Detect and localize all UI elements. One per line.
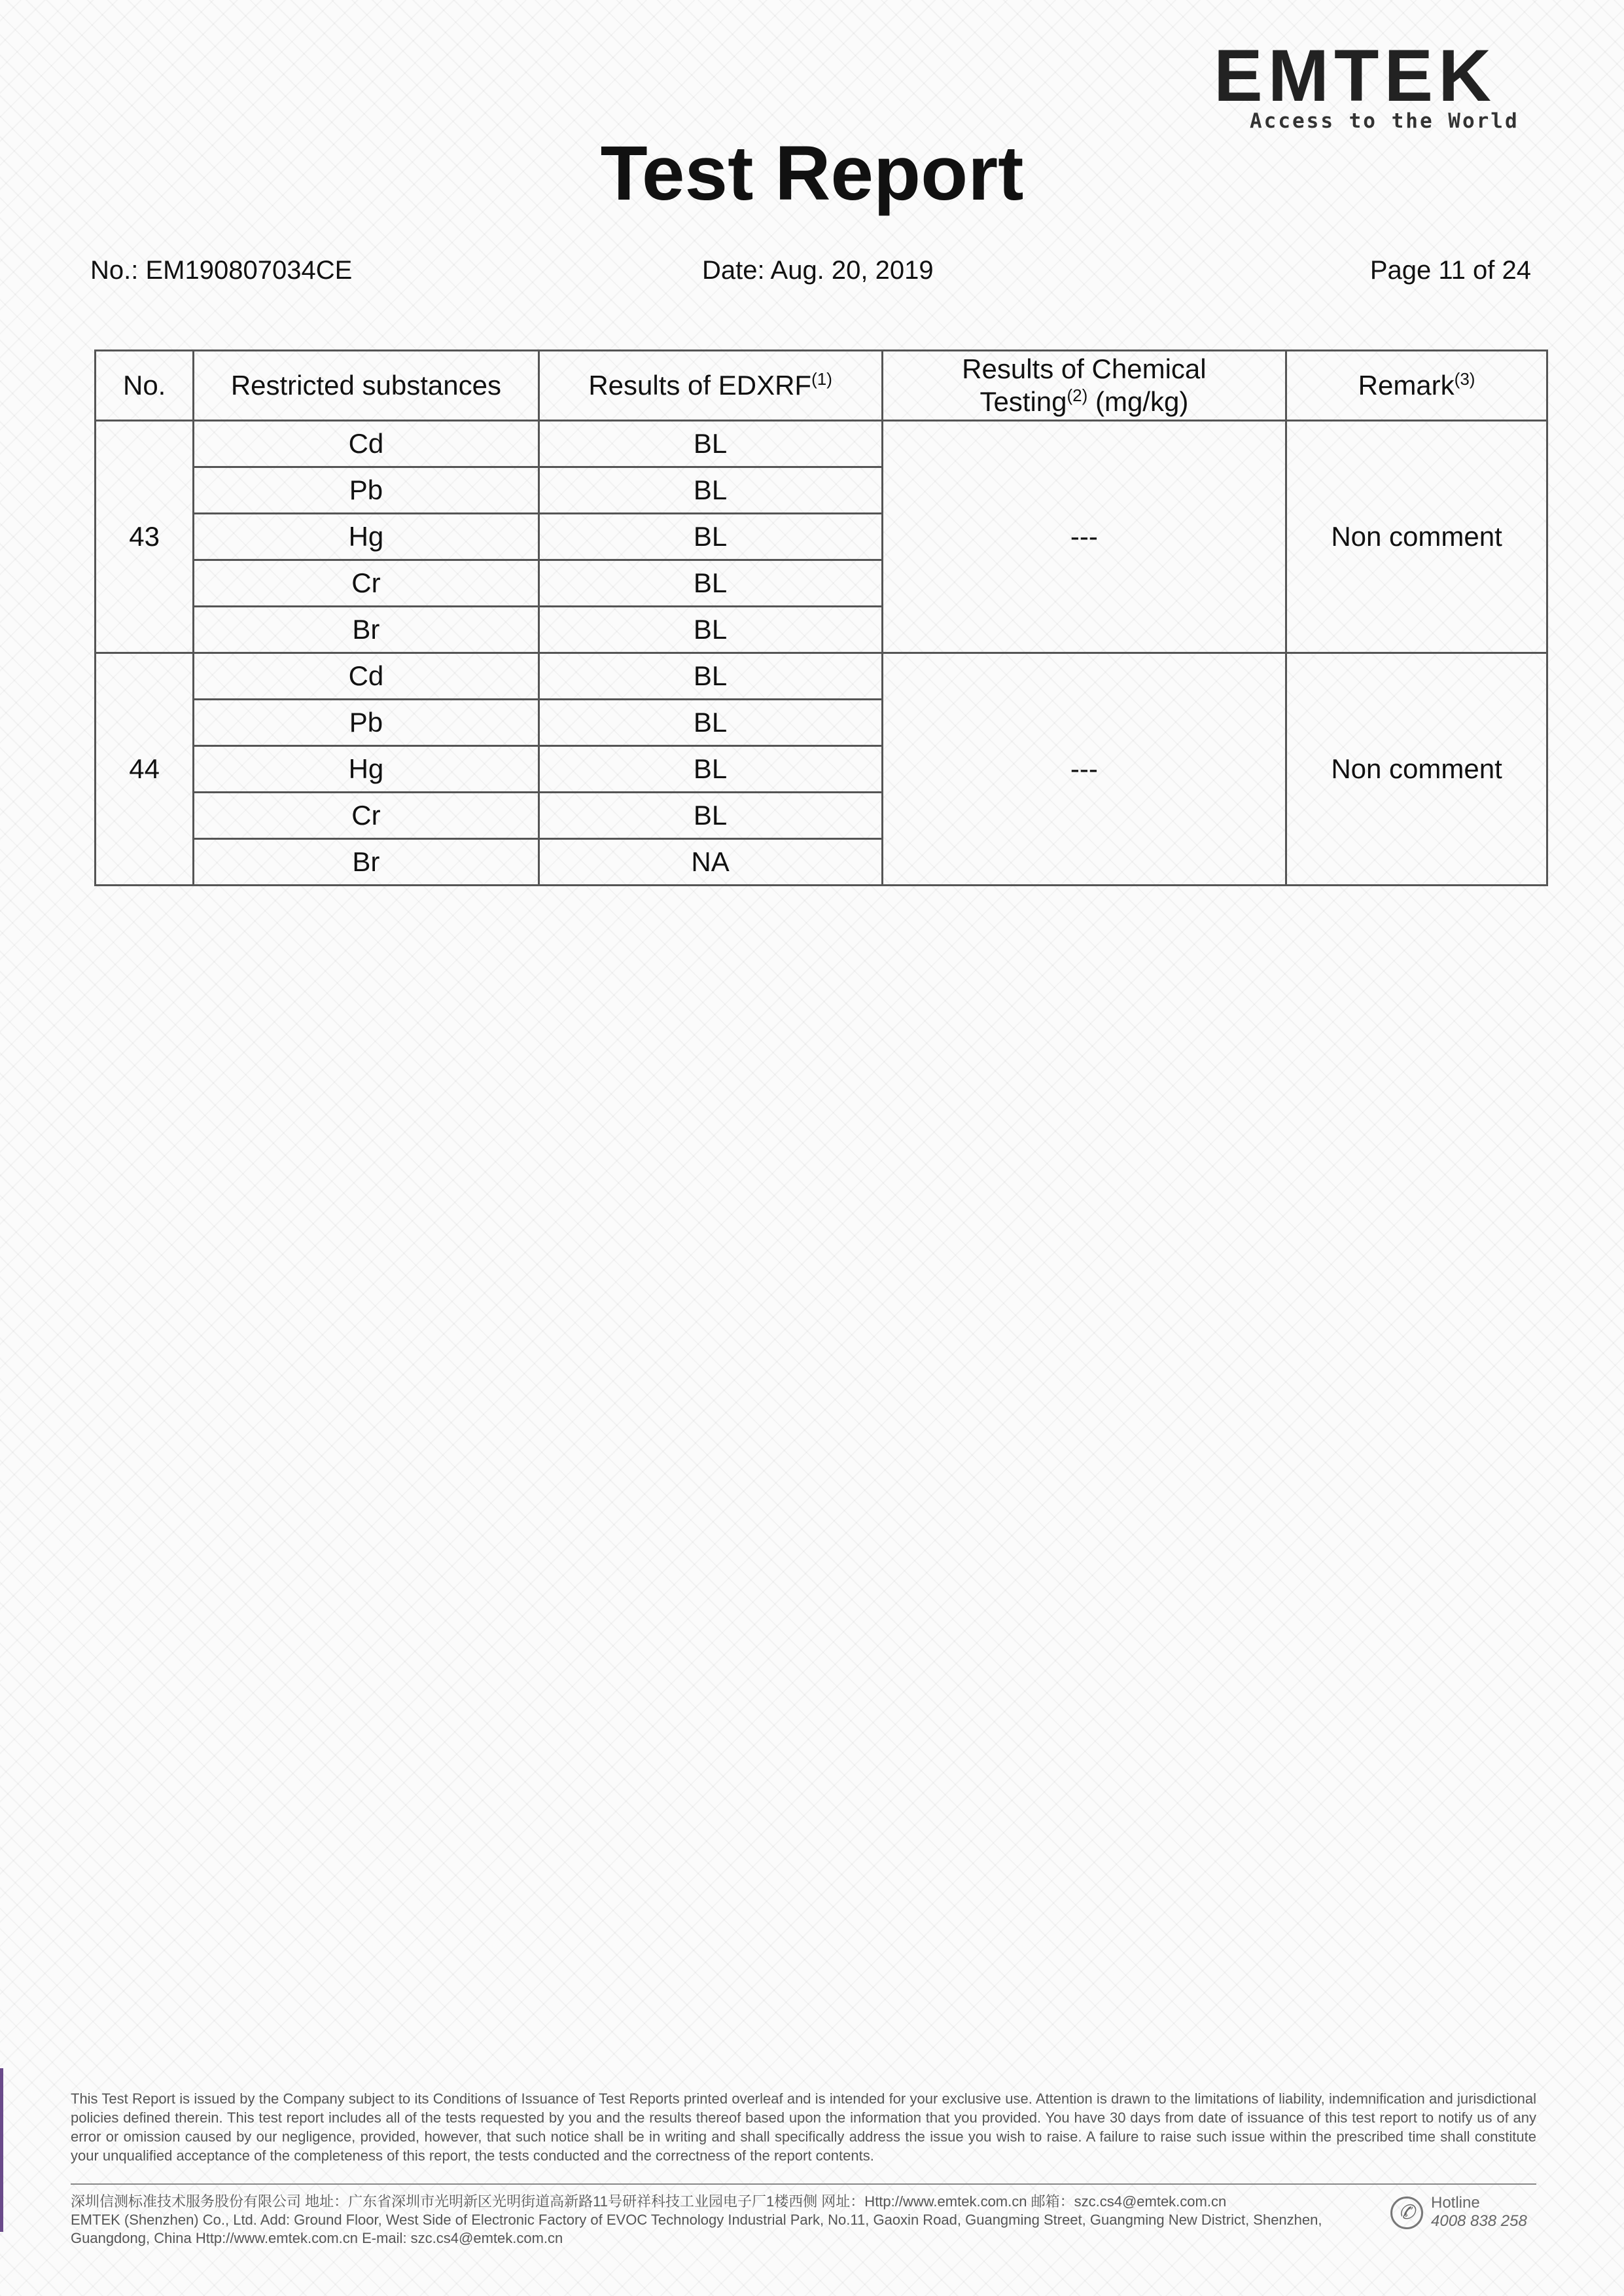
footer-divider (71, 2183, 1536, 2185)
header-remark (1286, 351, 1547, 421)
cell-substance: Br (194, 839, 538, 886)
cell-edxrf: BL (538, 421, 882, 467)
report-date: Date: Aug. 20, 2019 (702, 256, 934, 285)
cell-substance: Cr (194, 560, 538, 607)
company-logo (1214, 35, 1528, 137)
cell-chemical: --- (882, 421, 1286, 653)
header-chemical-line2: Testing (980, 386, 1067, 417)
hotline-number: 4008 838 258 (1431, 2212, 1527, 2230)
cell-substance: Pb (194, 700, 538, 746)
header-chemical-sup: (2) (1067, 386, 1088, 405)
cell-substance: Cd (194, 653, 538, 700)
cell-no: 43 (96, 421, 194, 653)
cell-edxrf: BL (538, 653, 882, 700)
cell-edxrf: BL (538, 746, 882, 793)
table-body (96, 421, 1547, 886)
footer-address (71, 2193, 1366, 2248)
cell-edxrf: BL (538, 560, 882, 607)
cell-substance: Cr (194, 793, 538, 839)
cell-no: 44 (96, 653, 194, 886)
header-edxrf-label: Results of EDXRF (588, 370, 812, 401)
cell-edxrf: BL (538, 467, 882, 514)
cell-edxrf: NA (538, 839, 882, 886)
header-remark-sup: (3) (1454, 369, 1475, 389)
table-row (96, 421, 1547, 467)
header-edxrf (538, 351, 882, 421)
phone-icon: ✆ (1390, 2197, 1423, 2229)
hotline-label: Hotline (1431, 2194, 1480, 2212)
report-number: No.: EM190807034CE (90, 256, 353, 285)
cell-chemical: --- (882, 653, 1286, 886)
hotline (1390, 2194, 1547, 2240)
logo-wordmark: EMTEK (1214, 35, 1496, 117)
cell-edxrf: BL (538, 700, 882, 746)
cell-edxrf: BL (538, 514, 882, 560)
cell-substance: Hg (194, 746, 538, 793)
report-title: Test Report (600, 130, 1024, 217)
footer-disclaimer: This Test Report is issued by the Company subject to its Conditions of Issuance of Test Reports printed overleaf and is intended for your exclusive use. Attention is drawn to the limitations of liability, indemnification and jurisdictional policies defined therein. This test report includes all of the tests requested by you and the results thereof based upon the information that you provided. You have 30 days from date of issuance of this test report to notify us of any error or omission caused by our negligence, provided, however, that such notice shall be in writing and shall specifically address the issue you wish to raise. A failure to raise such issue within the prescribed time shall constitute your unqualified acceptance of the completeness of this report, the tests conducted and the correctness of the report contents. (71, 2090, 1536, 2164)
cell-remark: Non comment (1286, 653, 1547, 886)
header-chemical (882, 351, 1286, 421)
footer-accent-bar (0, 2068, 3, 2232)
table-row (96, 653, 1547, 700)
cell-substance: Cd (194, 421, 538, 467)
table-header-row (96, 351, 1547, 421)
cell-substance: Br (194, 607, 538, 653)
header-no: No. (96, 351, 194, 421)
cell-substance: Pb (194, 467, 538, 514)
address-english-line2: Guangdong, China Http://www.emtek.com.cn E-mail: szc.cs4@emtek.com.cn (71, 2230, 563, 2246)
header-substances: Restricted substances (194, 351, 538, 421)
header-chemical-unit: (mg/kg) (1087, 386, 1189, 417)
cell-edxrf: BL (538, 793, 882, 839)
cell-substance: Hg (194, 514, 538, 560)
results-table (94, 350, 1548, 886)
address-english-line1: EMTEK (Shenzhen) Co., Ltd. Add: Ground Floor, West Side of Electronic Factory of EVOC Technology Industrial Park, No.11, Gaoxin Road, Guangming Street, Guangming New District, Shenzhen, (71, 2212, 1322, 2228)
logo-tagline: Access to the World (1250, 109, 1519, 133)
page-number: Page 11 of 24 (1369, 256, 1531, 285)
header-chemical-line1: Results of Chemical (962, 353, 1207, 384)
address-chinese: 深圳信测标准技术服务股份有限公司 地址：广东省深圳市光明新区光明街道高新路11号研祥科技工业园电子厂1楼西侧 网址：Http://www.emtek.com.cn 邮箱：szc.cs4@emtek.com.cn (71, 2193, 1227, 2210)
header-remark-label: Remark (1358, 370, 1455, 401)
cell-edxrf: BL (538, 607, 882, 653)
header-edxrf-sup: (1) (811, 369, 832, 389)
cell-remark: Non comment (1286, 421, 1547, 653)
